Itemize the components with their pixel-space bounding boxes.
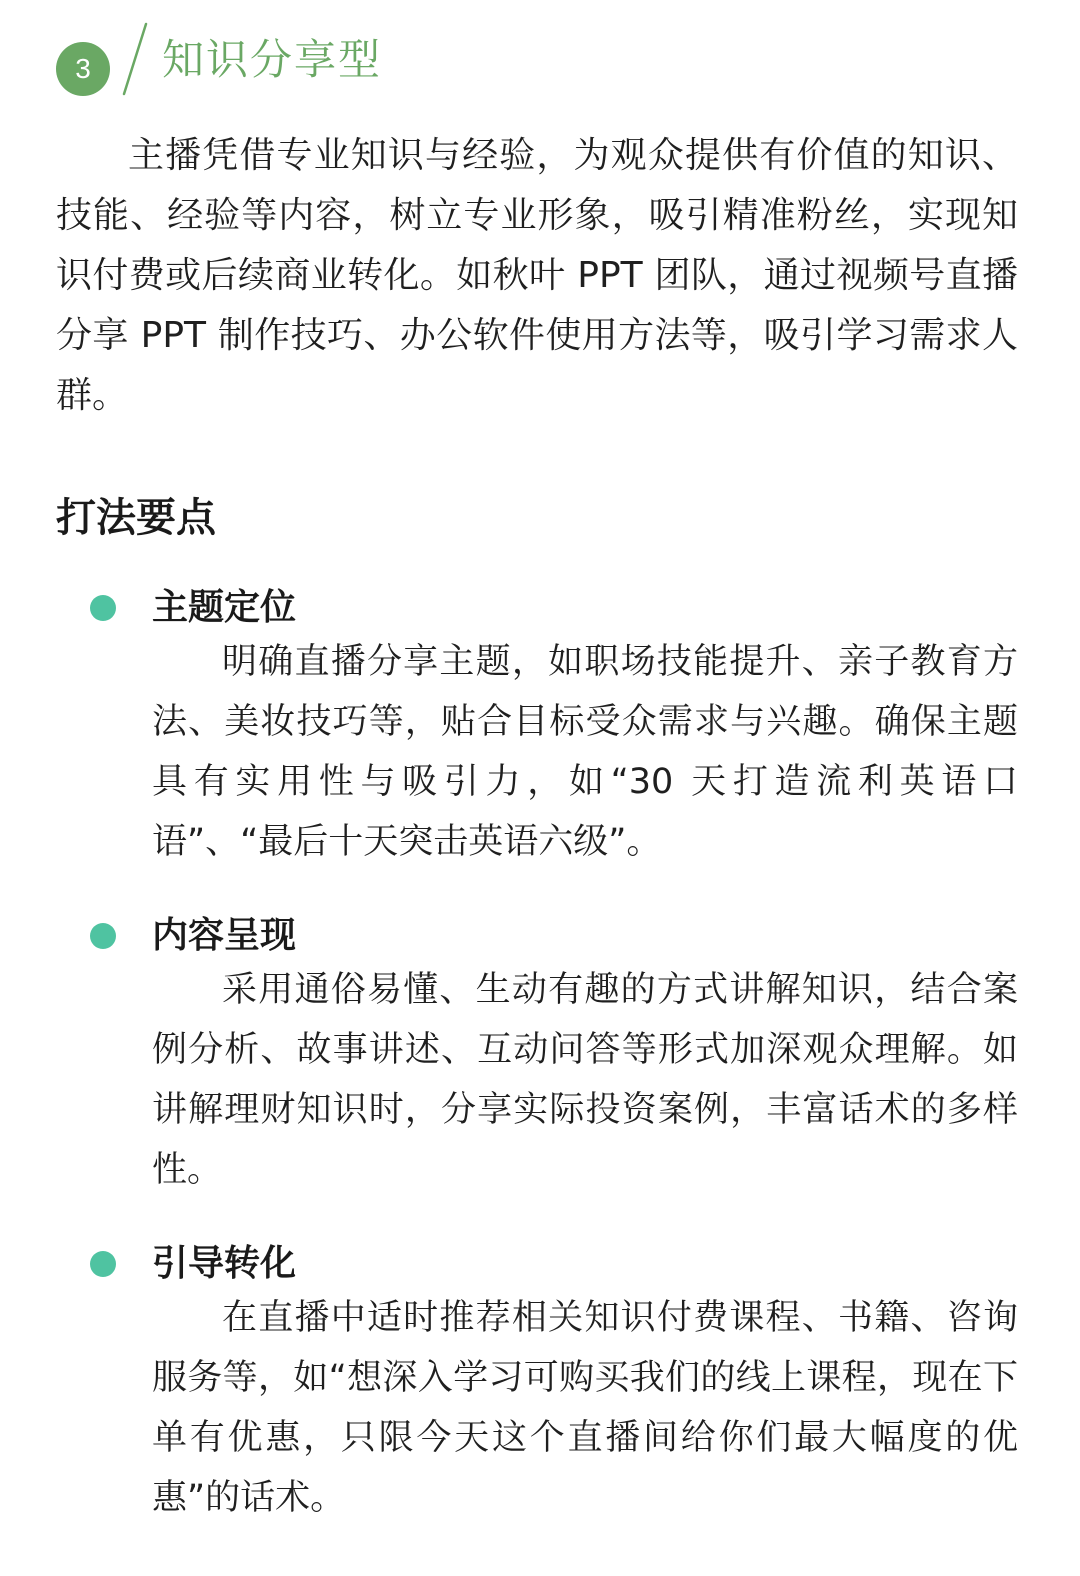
point-title: 内容呈现 (152, 915, 297, 956)
point-body: 在直播中适时推荐相关知识付费课程、书籍、咨询服务等，如“想深入学习可购买我们的线上课程，现在下单有优惠，只限今天这个直播间给你们最大幅度的优惠”的话术。 (152, 1298, 1018, 1518)
bullet-dot-icon (90, 1251, 116, 1277)
section-header (56, 22, 656, 102)
key-points-heading: 打法要点 (56, 495, 216, 541)
point-body: 采用通俗易懂、生动有趣的方式讲解知识，结合案例分析、故事讲述、互动问答等形式加深观众理解。如讲解理财知识时，分享实际投资案例，丰富话术的多样性。 (152, 970, 1018, 1190)
point-title: 主题定位 (152, 587, 297, 628)
point-body: 明确直播分享主题，如职场技能提升、亲子教育方法、美妆技巧等，贴合目标受众需求与兴趣。确保主题具有实用性与吸引力，如“30 天打造流利英语口语”、“最后十天突击英语六级”。 (152, 642, 1018, 862)
slash-divider-icon (116, 22, 156, 96)
bullet-dot-icon (90, 923, 116, 949)
bullet-dot-icon (90, 595, 116, 621)
point-title: 引导转化 (152, 1243, 297, 1284)
section-title: 知识分享型 (162, 35, 383, 84)
section-number-badge: 3 (56, 42, 110, 96)
intro-paragraph: 主播凭借专业知识与经验，为观众提供有价值的知识、技能、经验等内容，树立专业形象，吸引精准粉丝，实现知识付费或后续商业转化。如秋叶 PPT 团队，通过视频号直播分享 PPT 制作技巧、办公软件使用方法等，吸引学习需求人群。 (56, 135, 1018, 416)
